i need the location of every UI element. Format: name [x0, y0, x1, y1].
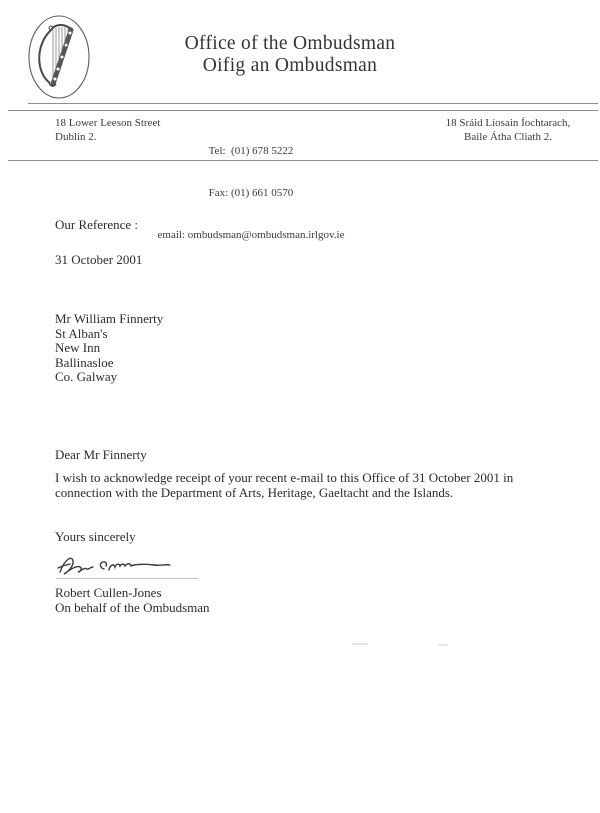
email-line: email: ombudsman@ombudsman.irlgov.ie: [157, 229, 345, 241]
letter-date: 31 October 2001: [55, 252, 143, 267]
office-title-english: Office of the Ombudsman: [184, 33, 396, 54]
letterhead-title: [0, 33, 580, 77]
closing-phrase: Yours sincerely: [55, 529, 136, 544]
body-paragraph: [55, 470, 560, 500]
address-english-line1: 18 Lower Leeson Street: [55, 117, 161, 129]
signatory-role: On behalf of the Ombudsman: [55, 600, 210, 615]
signature-handwriting: [56, 553, 176, 584]
body-line: I wish to acknowledge receipt of your recent e-mail to this Office of 31 October 2001 in: [55, 470, 514, 485]
recipient-address-line: New Inn: [55, 340, 101, 356]
recipient-address-line: St Alban's: [55, 325, 108, 341]
header-divider-upper: [28, 103, 598, 104]
signature-underline: [56, 578, 198, 579]
recipient-address-line: Co. Galway: [55, 369, 118, 385]
address-english-line2: Dublin 2.: [55, 131, 97, 143]
reference-label: Our Reference :: [55, 217, 139, 232]
header-divider-lower: [8, 110, 598, 111]
body-line: connection with the Department of Arts, Heritage, Gaeltacht and the Islands.: [55, 485, 454, 500]
scan-artifact: [352, 643, 368, 645]
office-title-irish: Oifig an Ombudsman: [202, 55, 378, 76]
address-irish-line2: Baile Átha Cliath 2.: [464, 131, 552, 143]
letterhead-bottom-divider: [8, 160, 598, 161]
contact-block: [100, 116, 402, 270]
signatory-name: Robert Cullen-Jones: [55, 585, 162, 600]
signatory-block: [55, 585, 210, 615]
fax-line: Fax: (01) 661 0570: [208, 187, 294, 199]
address-irish-block: [418, 116, 598, 144]
signature-ink-icon: [56, 553, 176, 579]
scan-artifact: [438, 644, 448, 646]
telephone-line: Tel: (01) 678 5222: [208, 145, 294, 157]
recipient-address-block: [55, 312, 163, 385]
salutation: Dear Mr Finnerty: [55, 447, 147, 462]
recipient-address-line: Ballinasloe: [55, 354, 114, 370]
recipient-name: Mr William Finnerty: [55, 311, 164, 326]
address-irish-line1: 18 Sráid Líosain Íochtarach,: [445, 117, 571, 129]
